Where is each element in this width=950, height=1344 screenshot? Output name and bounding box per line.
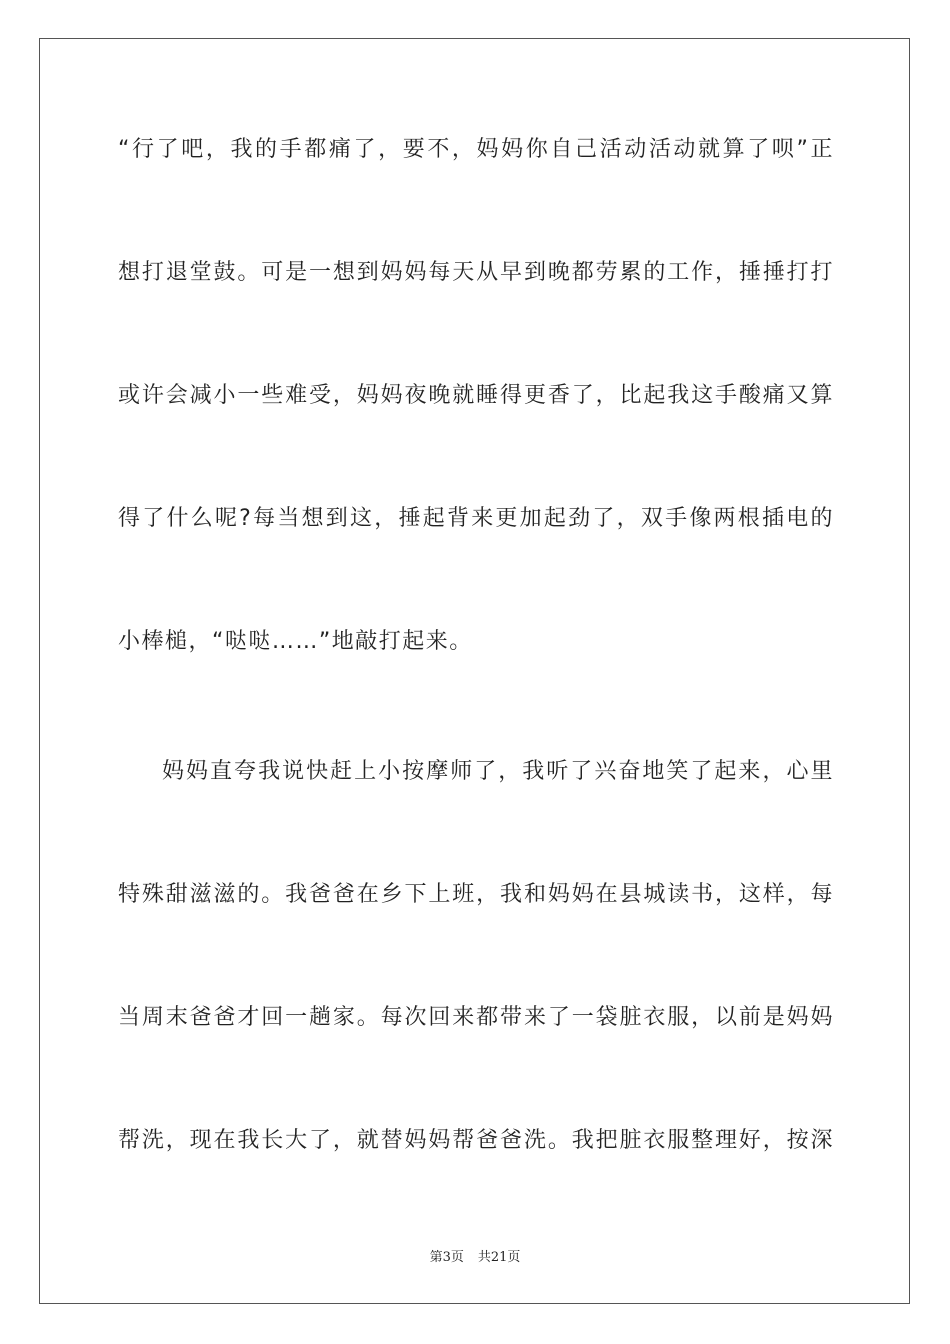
paragraph-line-3: 或许会减小一些难受，妈妈夜晚就睡得更香了，比起我这手酸痛又算 — [118, 383, 834, 408]
paragraph-line-2: 想打退堂鼓。可是一想到妈妈每天从早到晚都劳累的工作，捶捶打打 — [118, 260, 834, 285]
paragraph-line-4: 得了什么呢?每当想到这，捶起背来更加起劲了，双手像两根插电的 — [118, 506, 834, 531]
paragraph-line-1: “行了吧，我的手都痛了，要不，妈妈你自己活动活动就算了呗”正 — [118, 137, 834, 162]
page-footer — [0, 1246, 950, 1265]
paragraph-line-8: 当周末爸爸才回一趟家。每次回来都带来了一袋脏衣服，以前是妈妈 — [118, 1005, 834, 1030]
paragraph-line-7: 特殊甜滋滋的。我爸爸在乡下上班，我和妈妈在县城读书，这样，每 — [118, 882, 834, 907]
paragraph-line-5: 小棒槌，“哒哒……”地敲打起来。 — [118, 629, 473, 654]
page-number: 第3页 — [429, 1250, 464, 1265]
paragraph-line-9: 帮洗，现在我长大了，就替妈妈帮爸爸洗。我把脏衣服整理好，按深 — [118, 1128, 834, 1153]
page-border — [39, 38, 910, 1304]
paragraph-line-6: 妈妈直夸我说快赶上小按摩师了，我听了兴奋地笑了起来，心里 — [162, 759, 834, 784]
page-total: 共21页 — [477, 1250, 521, 1265]
